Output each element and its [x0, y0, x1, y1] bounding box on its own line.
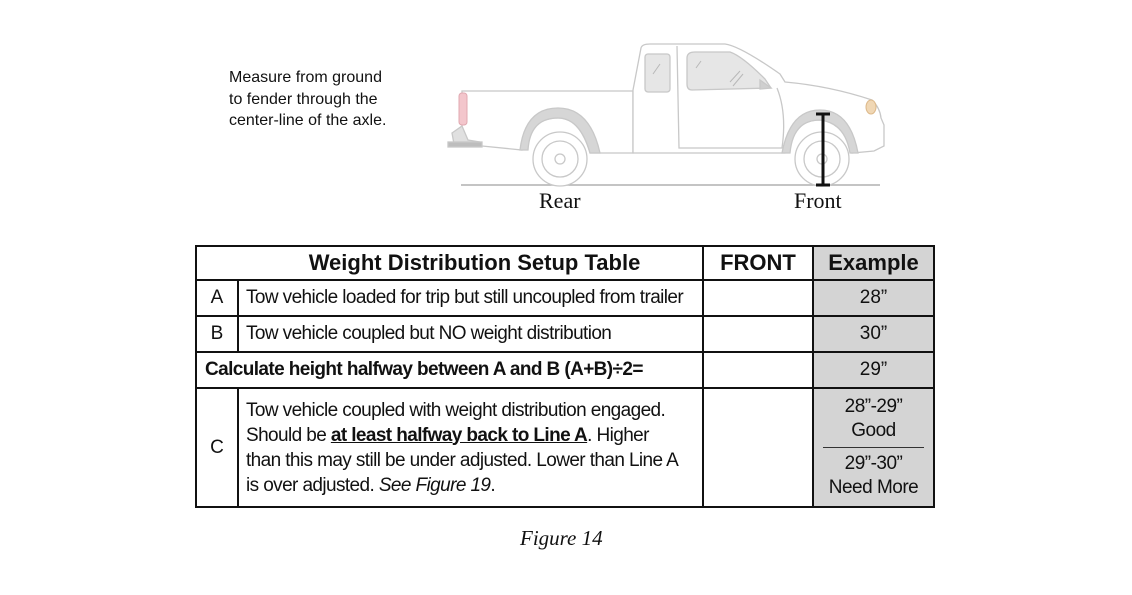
column-header-example: Example	[813, 246, 934, 280]
example-value: 30”	[813, 316, 934, 352]
good-range: 28”-29”	[844, 396, 903, 417]
column-header-front: FRONT	[703, 246, 813, 280]
front-label: Front	[794, 188, 842, 213]
desc-line	[246, 423, 695, 448]
table-row-c	[196, 388, 934, 507]
example-value: 28”	[813, 280, 934, 316]
row-description: Tow vehicle coupled but NO weight distribution	[238, 316, 703, 352]
taillight-icon	[459, 93, 467, 125]
front-value-cell[interactable]	[703, 352, 813, 388]
table-row-a	[196, 280, 934, 316]
rear-label: Rear	[539, 188, 581, 213]
need-more-label: Need More	[828, 477, 919, 498]
front-value-cell[interactable]	[703, 388, 813, 507]
front-value-cell[interactable]	[703, 316, 813, 352]
instruction-line: to fender through the	[229, 90, 378, 108]
desc-line: Tow vehicle coupled with weight distribution engaged.	[246, 399, 666, 421]
row-letter: A	[196, 280, 238, 316]
divider	[823, 447, 924, 448]
instruction-line: Measure from ground	[229, 69, 382, 86]
calc-description: Calculate height halfway between A and B (A+B)÷2=	[196, 352, 703, 388]
weight-distribution-table	[195, 245, 935, 508]
row-letter: B	[196, 316, 238, 352]
row-description	[238, 388, 703, 507]
example-range-cell	[813, 388, 934, 507]
row-description: Tow vehicle loaded for trip but still uncoupled from trailer	[238, 280, 703, 316]
desc-line: than this may still be under adjusted. Lower than Line A	[246, 449, 679, 471]
measurement-instruction	[229, 67, 429, 132]
instruction-line: center-line of the axle.	[229, 112, 387, 129]
desc-text: . Higher	[587, 424, 649, 446]
desc-text: Should be	[246, 424, 331, 446]
need-more-range: 29”-30”	[844, 453, 903, 474]
desc-line	[246, 473, 695, 498]
figure-reference: See Figure 19	[378, 474, 491, 496]
row-letter: C	[196, 388, 238, 507]
table-row-b	[196, 316, 934, 352]
desc-text: is over adjusted.	[246, 474, 379, 496]
desc-text: .	[490, 474, 496, 496]
table-row-calc	[196, 352, 934, 388]
table-header-row	[196, 246, 934, 280]
table-title: Weight Distribution Setup Table	[196, 246, 703, 280]
example-value: 29”	[813, 352, 934, 388]
headlight-icon	[866, 100, 876, 114]
figure-caption: Figure 14	[520, 526, 603, 550]
front-value-cell[interactable]	[703, 280, 813, 316]
pickup-truck-icon	[440, 38, 900, 190]
good-label: Good	[851, 420, 896, 441]
emphasis-text: at least halfway back to Line A	[330, 424, 588, 446]
